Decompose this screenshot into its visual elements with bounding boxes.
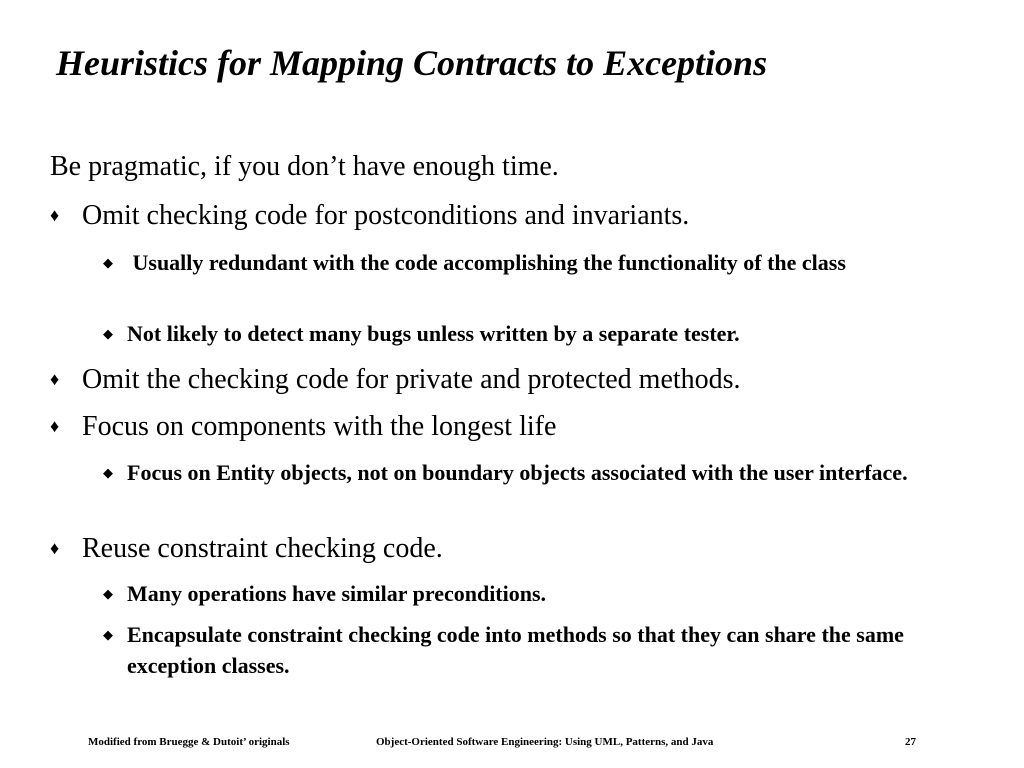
bullet-item-3 [50, 411, 556, 443]
sub-bullet-text: Not likely to detect many bugs unless written by a separate tester. [127, 321, 740, 346]
sub-bullet-item-4-2 [103, 619, 987, 681]
sub-bullet-text: Usually redundant with the code accomplishing the functionality of the class [127, 250, 846, 275]
diamond-bullet-icon: ◆ [103, 326, 113, 341]
bullet-item-1 [50, 200, 689, 232]
diamond-bullet-icon: ♦ [50, 538, 60, 558]
diamond-bullet-icon: ◆ [103, 627, 113, 642]
bullet-item-4 [50, 533, 443, 565]
page-number: 27 [905, 736, 916, 748]
sub-bullet-text: Encapsulate constraint checking code into methods so that they can share the same exception classes. [127, 622, 904, 678]
diamond-bullet-icon: ♦ [50, 369, 60, 389]
sub-bullet-item-1-2 [103, 318, 987, 349]
bullet-text: Omit the checking code for private and protected methods. [82, 364, 741, 395]
diamond-bullet-icon: ♦ [50, 416, 60, 436]
diamond-bullet-icon: ◆ [103, 465, 113, 480]
sub-bullet-text: Focus on Entity objects, not on boundary objects associated with the user interface. [127, 460, 908, 485]
bullet-item-2 [50, 364, 741, 396]
diamond-bullet-icon: ◆ [103, 586, 113, 601]
sub-bullet-item-4-1 [103, 578, 987, 609]
diamond-bullet-icon: ◆ [103, 255, 113, 270]
footer-book-title: Object-Oriented Software Engineering: Using UML, Patterns, and Java [376, 736, 714, 748]
slide-title: Heuristics for Mapping Contracts to Exceptions [56, 43, 768, 83]
sub-bullet-item-1-1 [103, 247, 987, 278]
bullet-text: Focus on components with the longest life [82, 411, 557, 442]
intro-text: Be pragmatic, if you don’t have enough time. [50, 151, 559, 182]
diamond-bullet-icon: ♦ [50, 205, 60, 225]
bullet-text: Reuse constraint checking code. [82, 533, 443, 564]
bullet-text: Omit checking code for postconditions and invariants. [82, 200, 690, 231]
footer-credit: Modified from Bruegge & Dutoit’ originals [88, 736, 290, 748]
sub-bullet-text: Many operations have similar preconditions. [127, 581, 547, 606]
sub-bullet-item-3-1 [103, 457, 987, 488]
